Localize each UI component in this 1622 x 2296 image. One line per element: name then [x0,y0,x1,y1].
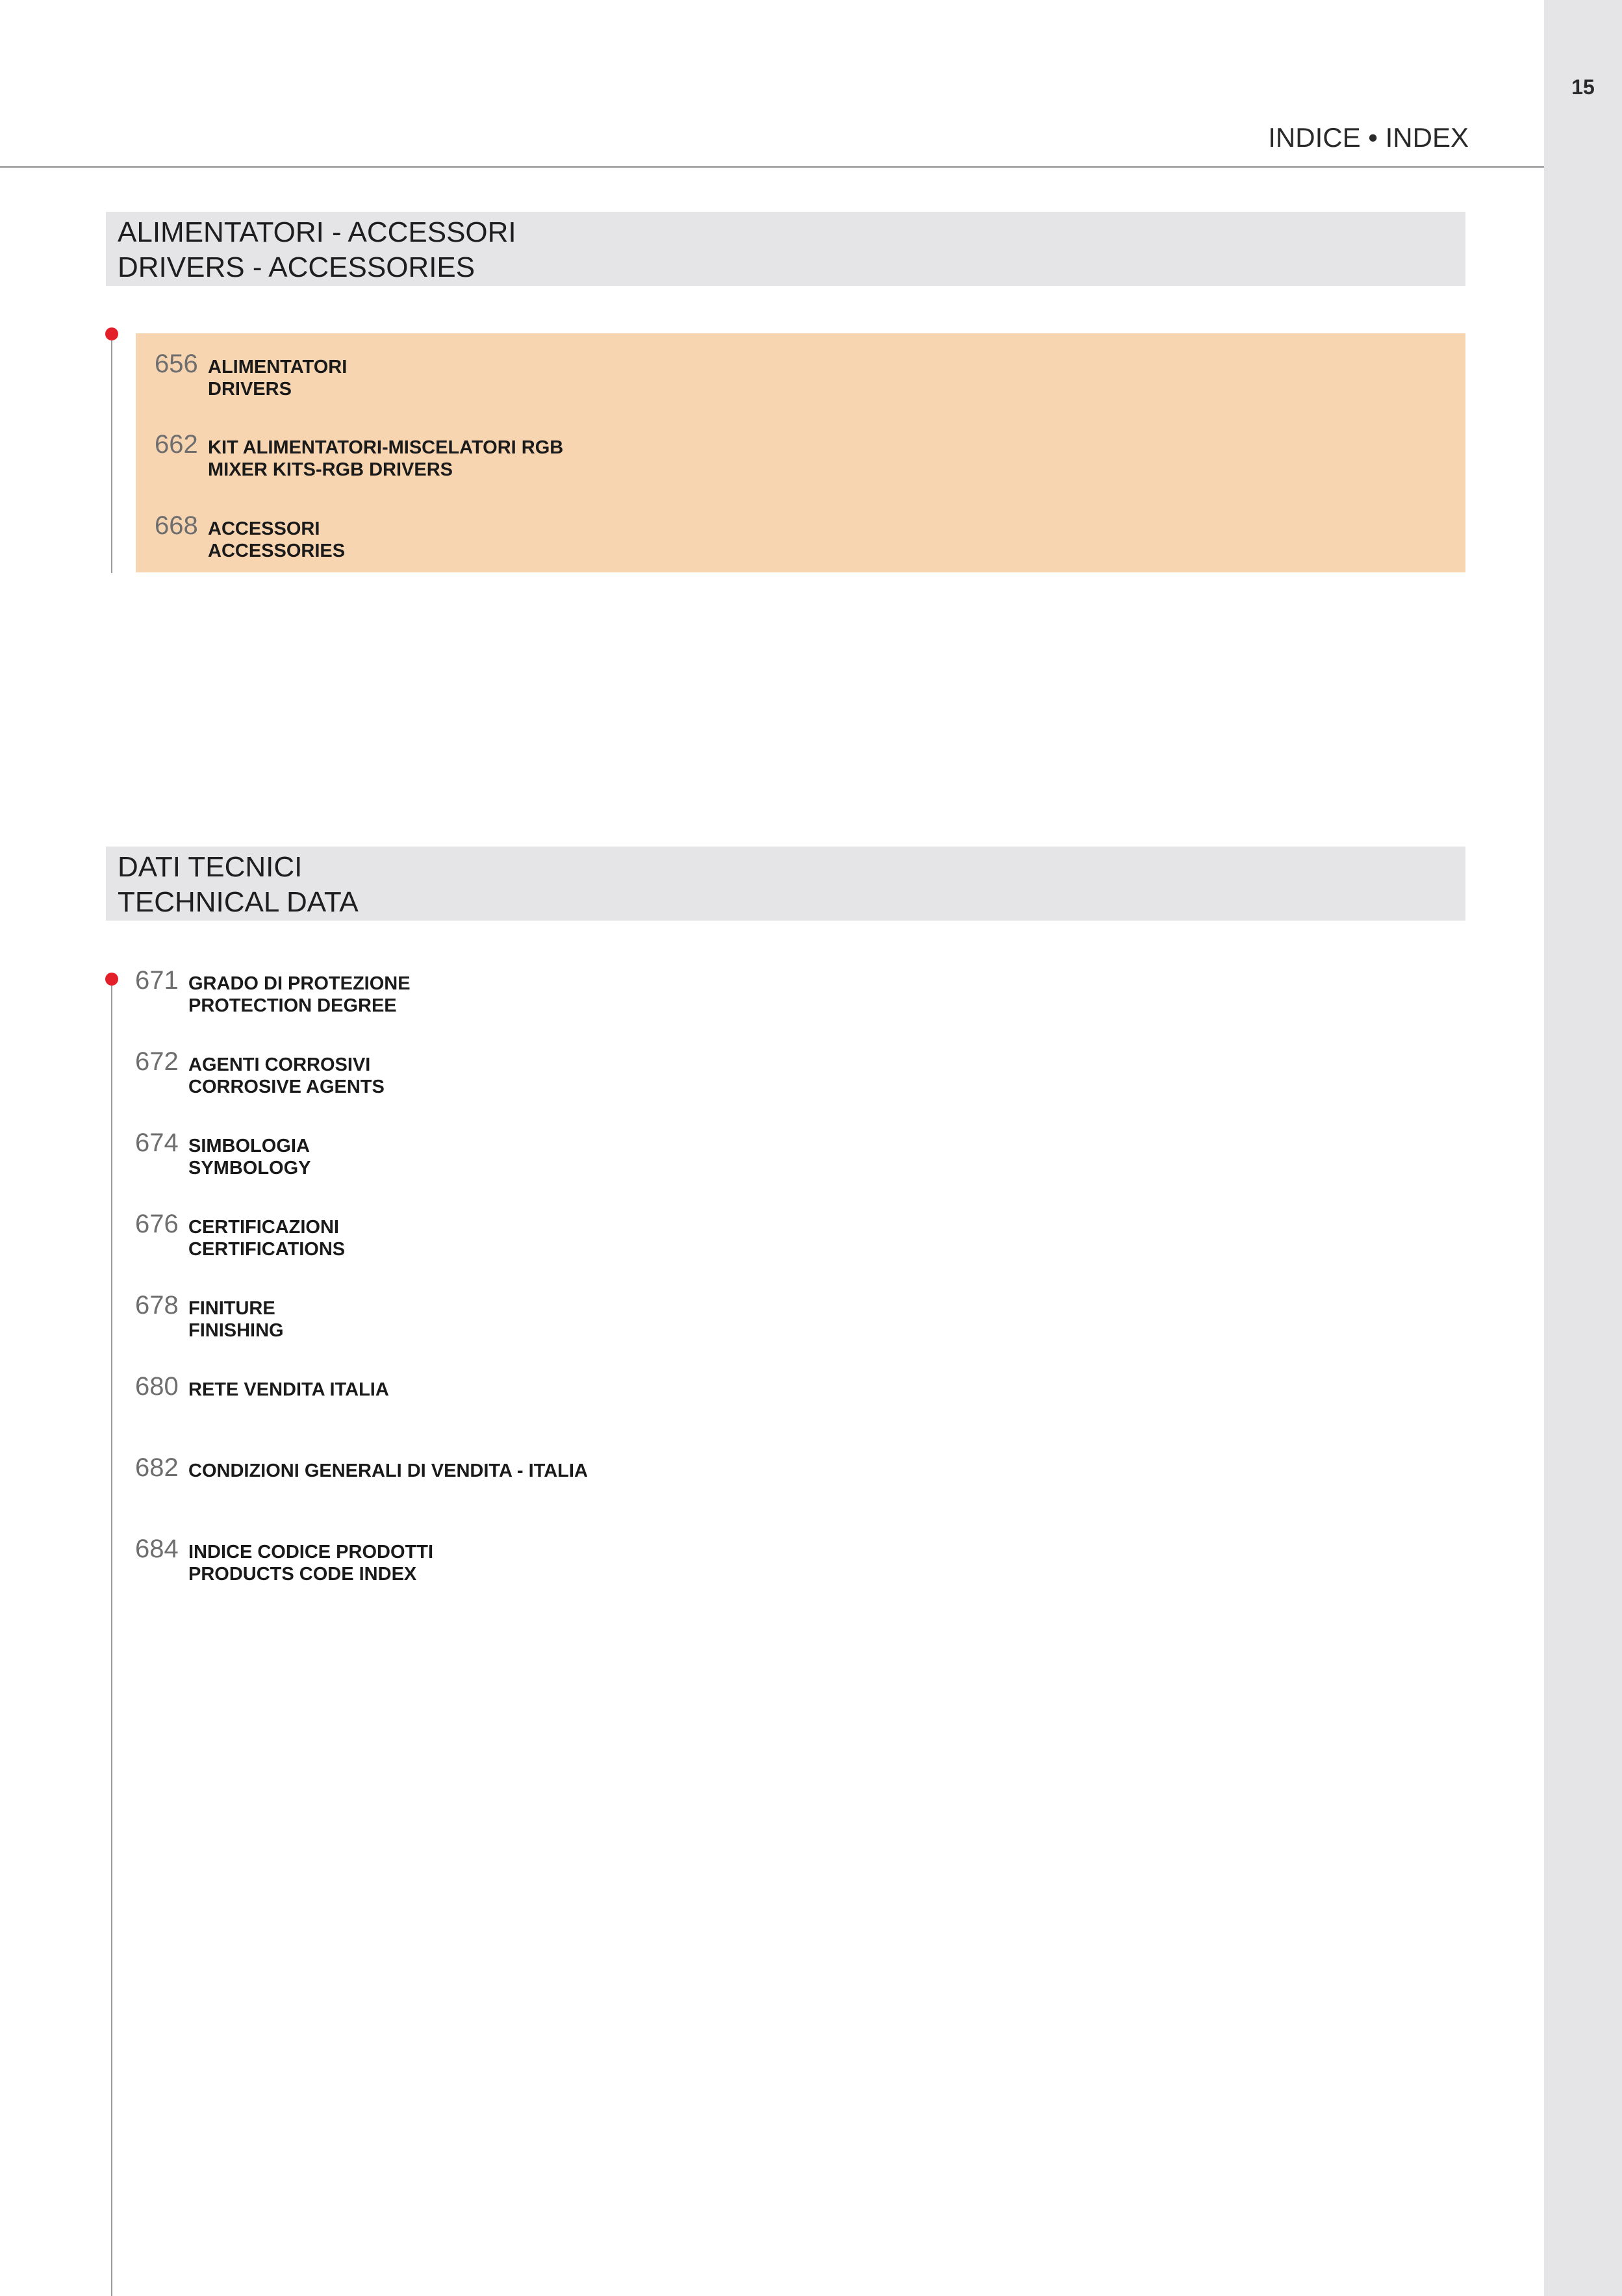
timeline-dot [105,973,118,986]
entry-label-en: MIXER KITS-RGB DRIVERS [208,459,453,480]
timeline-line [111,978,112,2296]
entry-page-number: 682 [135,1453,179,1482]
entry-label-en: SYMBOLOGY [188,1158,311,1179]
section-title-en: DRIVERS - ACCESSORIES [118,251,475,283]
entry-label-en: PROTECTION DEGREE [188,995,397,1016]
entry-label-it: ACCESSORI [208,518,320,539]
entry-label-en: PRODUCTS CODE INDEX [188,1564,417,1585]
entry-label-en: CORROSIVE AGENTS [188,1077,385,1097]
section-heading-drivers [106,212,1465,286]
entry-label-en: ACCESSORIES [208,541,346,561]
entry-page-number: 684 [135,1535,179,1563]
entry-label-it: GRADO DI PROTEZIONE [188,973,411,994]
side-band [1544,0,1622,2296]
entry-page-number: 674 [135,1129,179,1157]
section-heading-technical-data [106,847,1465,921]
timeline-dot [105,327,118,340]
section-title-en: TECHNICAL DATA [118,886,359,918]
page-number: 15 [1571,75,1595,99]
entry-label-it: CERTIFICAZIONI [188,1217,339,1238]
header-rule [0,166,1544,168]
entry-label-it: KIT ALIMENTATORI-MISCELATORI RGB [208,437,564,458]
entry-page-number: 678 [135,1291,179,1320]
entry-label-en: CERTIFICATIONS [188,1239,346,1260]
entry-page-number: 671 [135,966,179,995]
section-title-it: ALIMENTATORI - ACCESSORI [118,216,516,248]
entry-page-number: 672 [135,1047,179,1076]
entry-page-number: 656 [155,350,198,378]
entry-label-it: SIMBOLOGIA [188,1136,310,1156]
entry-label-it: INDICE CODICE PRODOTTI [188,1542,434,1563]
section-title-it: DATI TECNICI [118,851,303,883]
entry-label-it: RETE VENDITA ITALIA [188,1379,389,1400]
entry-label-en: FINISHING [188,1320,284,1341]
entry-label-it: CONDIZIONI GENERALI DI VENDITA - ITALIA [188,1461,588,1481]
entry-page-number: 662 [155,430,198,459]
header-title: INDICE • INDEX [1268,122,1469,153]
entry-page-number: 680 [135,1372,179,1401]
entry-label-en: DRIVERS [208,379,292,400]
timeline-line [111,334,112,573]
entry-page-number: 676 [135,1210,179,1238]
entry-label-it: AGENTI CORROSIVI [188,1054,371,1075]
entry-label-it: FINITURE [188,1298,275,1319]
entry-label-it: ALIMENTATORI [208,357,348,377]
entry-page-number: 668 [155,511,198,540]
